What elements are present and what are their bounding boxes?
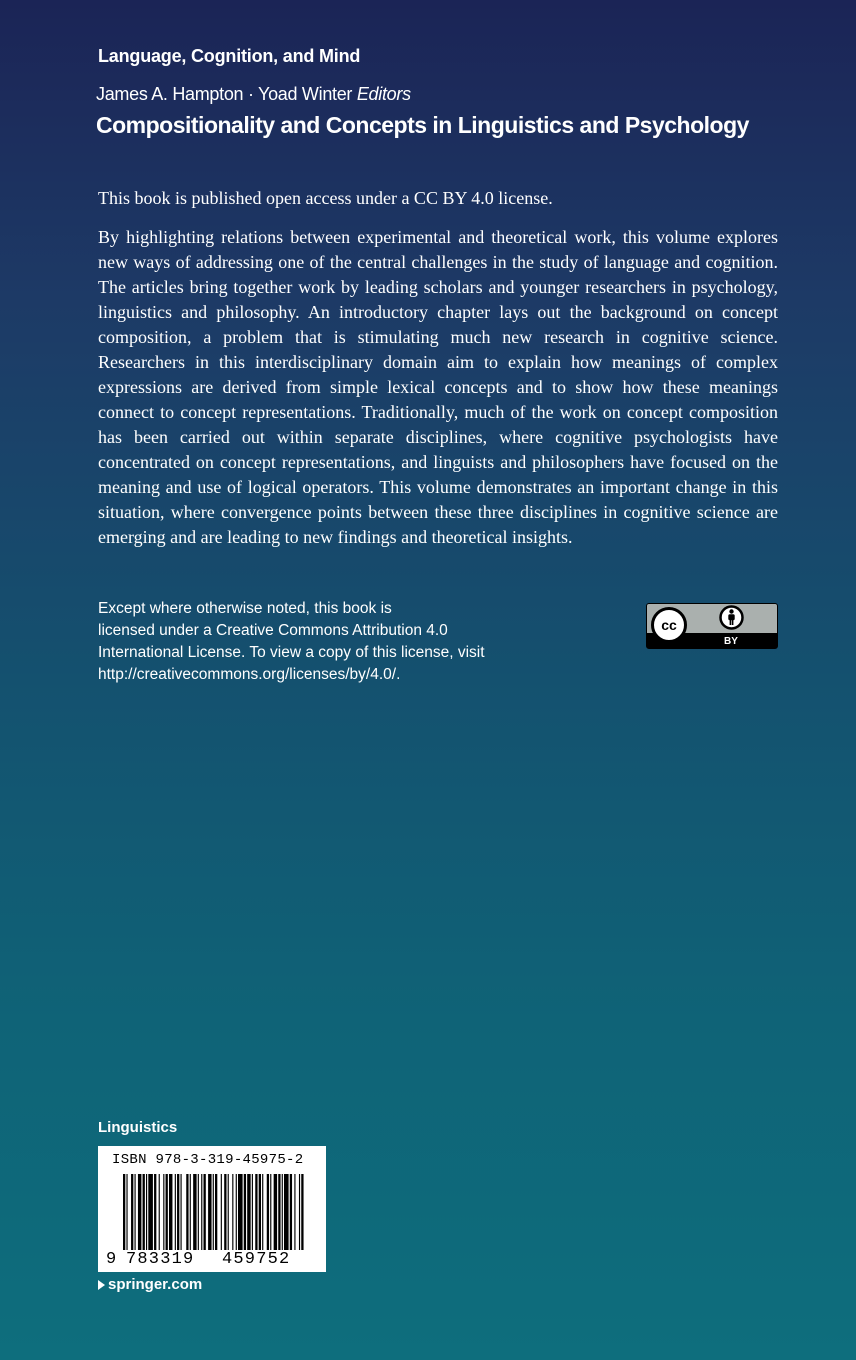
isbn-barcode	[98, 1146, 326, 1272]
license-line-3: International License. To view a copy of this license, visit	[98, 644, 485, 661]
barcode-bar	[135, 1174, 136, 1250]
license-url[interactable]: http://creativecommons.org/licenses/by/4.0/.	[98, 666, 401, 683]
barcode-bar	[126, 1174, 127, 1250]
barcode-bar	[238, 1174, 243, 1250]
barcode-bar	[193, 1174, 196, 1250]
barcode-bar	[244, 1174, 246, 1250]
barcode-bar	[215, 1174, 217, 1250]
barcode-bar	[294, 1174, 295, 1250]
editors-role: Editors	[356, 84, 411, 104]
barcode-bar	[181, 1174, 182, 1250]
barcode-bar	[159, 1174, 160, 1250]
barcode-bar	[221, 1174, 222, 1250]
barcode-bar	[228, 1174, 229, 1250]
barcode-bar	[262, 1174, 263, 1250]
barcode-bar	[190, 1174, 191, 1250]
barcode-bar	[186, 1174, 188, 1250]
open-access-statement: This book is published open access under a CC BY 4.0 license.	[98, 188, 553, 208]
isbn-text: ISBN 978-3-319-45975-2	[112, 1152, 304, 1168]
barcode-bar	[123, 1174, 125, 1250]
barcode-bar	[154, 1174, 156, 1250]
barcode-bar	[270, 1174, 271, 1250]
editor-names: James A. Hampton · Yoad Winter	[96, 84, 353, 104]
publisher-link[interactable]	[98, 1276, 202, 1293]
license-notice	[98, 598, 568, 686]
barcode-bar	[284, 1174, 289, 1250]
license-line-2: licensed under a Creative Commons Attribution 4.0	[98, 622, 448, 639]
barcode-digit-group-right: 459752	[222, 1250, 291, 1269]
by-label: BY	[724, 636, 738, 647]
barcode-bar	[267, 1174, 269, 1250]
triangle-arrow-icon	[98, 1280, 105, 1290]
barcode-bar	[166, 1174, 168, 1250]
barcode-bar	[131, 1174, 133, 1250]
editors-line	[96, 84, 411, 105]
barcode-digit-prefix: 9	[106, 1250, 117, 1269]
barcode-bar	[146, 1174, 147, 1250]
barcode-bar	[198, 1174, 199, 1250]
barcode-bar	[301, 1174, 303, 1250]
cc-icon: cc	[651, 607, 687, 643]
barcode-bar	[299, 1174, 300, 1250]
barcode-bar	[255, 1174, 257, 1250]
series-name: Language, Cognition, and Mind	[98, 46, 361, 66]
barcode-bar	[175, 1174, 176, 1250]
publisher-url[interactable]: springer.com	[108, 1276, 203, 1293]
barcode-bar	[247, 1174, 250, 1250]
barcode-bar	[278, 1174, 280, 1250]
attribution-person-icon	[719, 605, 744, 630]
barcode-bar	[177, 1174, 179, 1250]
barcode-bar	[290, 1174, 292, 1250]
subject-category: Linguistics	[98, 1119, 178, 1136]
barcode-bar	[232, 1174, 233, 1250]
barcode-bar	[138, 1174, 141, 1250]
barcode-bar	[169, 1174, 172, 1250]
barcode-bar	[282, 1174, 283, 1250]
barcode-digits	[98, 1250, 326, 1270]
barcode-digit-group-left: 783319	[126, 1250, 195, 1269]
book-abstract: By highlighting relations between experimental and theoretical work, this volume explores new ways of addressing one of the central challenges in the study of language and cognition. The articles bring together work by leading scholars and younger researchers in psychology, linguistics and philosophy. An introductory chapter lays out the background on concept composition, a problem that is stimulating much new research in cognitive science. Researchers in this interdisciplinary domain aim to explain how meanings of complex expressions are derived from simple lexical concepts and to show how these meanings connect to concept representations. Traditionally, much of the work on concept composition has been carried out within separate disciplines, where cognitive psychologists have concentrated on concept representations, and linguists and philosophers have focused on the meaning and use of logical operators. This volume demonstrates an important change in this situation, where convergence points between these three disciplines in cognitive science are emerging and are leading to new findings and theoretical insights.	[98, 227, 778, 547]
barcode-bar	[163, 1174, 164, 1250]
license-line-1: Except where otherwise noted, this book is	[98, 600, 392, 617]
barcode-bar	[201, 1174, 202, 1250]
barcode-bar	[259, 1174, 261, 1250]
barcode-bar	[204, 1174, 206, 1250]
barcode-bar	[148, 1174, 153, 1250]
barcode-bar	[274, 1174, 277, 1250]
barcode-bar	[224, 1174, 226, 1250]
book-title: Compositionality and Concepts in Linguistics and Psychology	[96, 112, 749, 138]
barcode-bar	[236, 1174, 237, 1250]
barcode-bar	[252, 1174, 253, 1250]
barcode-bar	[213, 1174, 214, 1250]
barcode-bar	[143, 1174, 145, 1250]
barcode-bar	[208, 1174, 211, 1250]
cc-by-badge[interactable]	[646, 603, 778, 649]
